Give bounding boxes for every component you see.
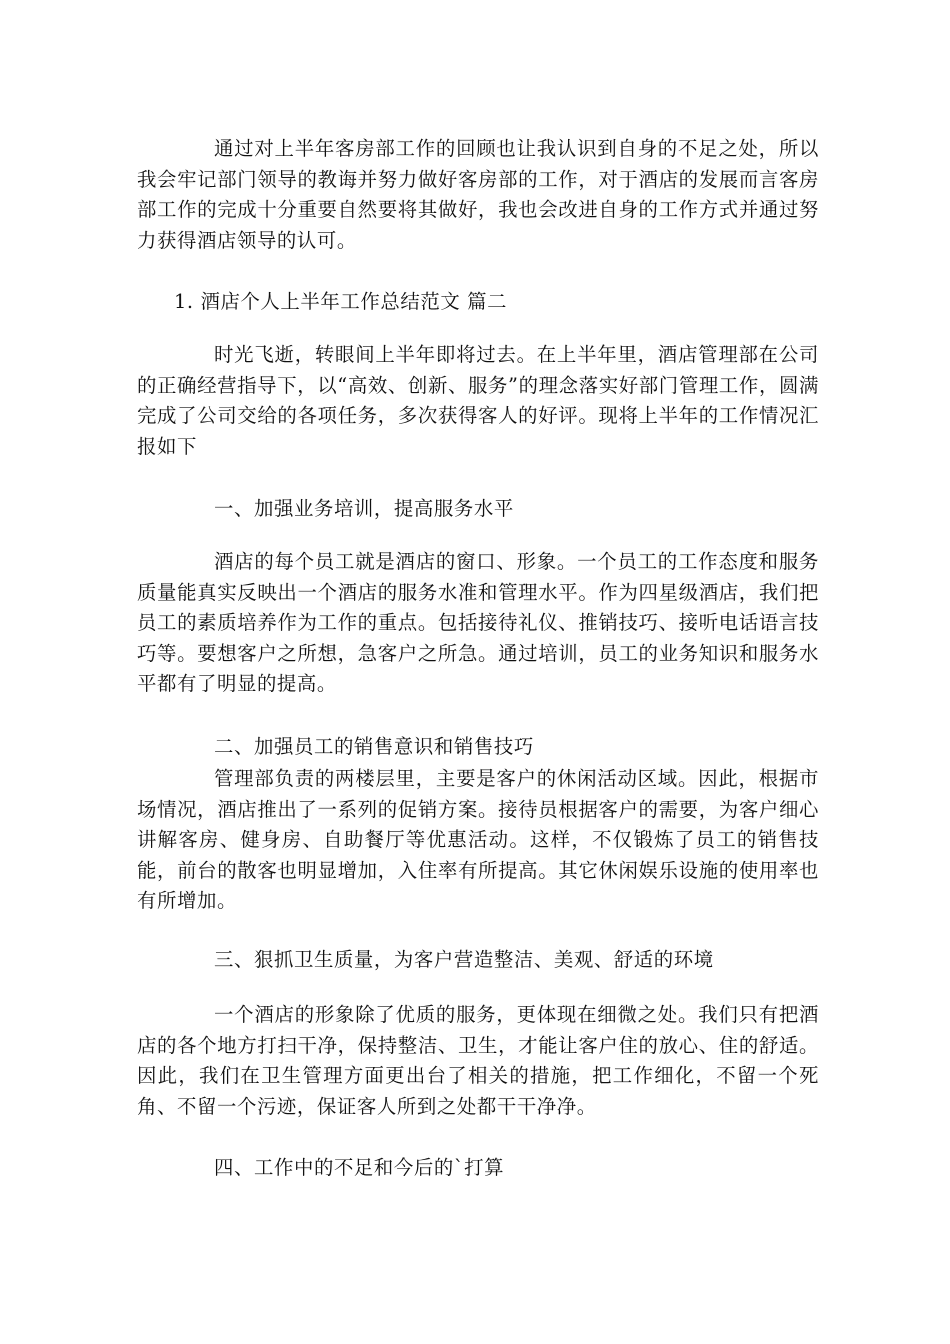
paragraph-review-conclusion: 通过对上半年客房部工作的回顾也让我认识到自身的不足之处，所以我会牢记部门领导的教诲并努力做好客房部的工作，对于酒店的发展而言客房部工作的完成十分重要自然要将其做好，我也会改进自身的工作方式并通过努力获得酒店领导的认可。	[137, 137, 819, 252]
heading-sales: 二、加强员工的销售意识和销售技巧	[214, 735, 534, 758]
paragraph-hygiene: 一个酒店的形象除了优质的服务，更体现在细微之处。我们只有把酒店的各个地方打扫干净，保持整洁、卫生，才能让客户住的放心、住的舒适。因此，我们在卫生管理方面更出台了相关的措施，把工作细化，不留一个死角、不留一个污迹，保证客人所到之处都干干净净。	[137, 1003, 819, 1118]
heading-training: 一、加强业务培训，提高服务水平	[214, 497, 514, 520]
section-title: 1. 酒店个人上半年工作总结范文 篇二	[174, 290, 508, 313]
heading-hygiene: 三、狠抓卫生质量，为客户营造整洁、美观、舒适的环境	[214, 948, 714, 971]
paragraph-intro: 时光飞逝，转眼间上半年即将过去。在上半年里，酒店管理部在公司的正确经营指导下，以“高效、创新、服务”的理念落实好部门管理工作，圆满完成了公司交给的各项任务，多次获得客人的好评。现将上半年的工作情况汇报如下	[137, 343, 819, 458]
heading-shortcomings: 四、工作中的不足和今后的`打算	[214, 1156, 505, 1179]
paragraph-sales: 管理部负责的两楼层里，主要是客户的休闲活动区域。因此，根据市场情况，酒店推出了一系列的促销方案。接待员根据客户的需要，为客户细心讲解客房、健身房、自助餐厅等优惠活动。这样，不仅锻炼了员工的销售技能，前台的散客也明显增加，入住率有所提高。其它休闲娱乐设施的使用率也有所增加。	[137, 767, 819, 912]
paragraph-training: 酒店的每个员工就是酒店的窗口、形象。一个员工的工作态度和服务质量能真实反映出一个酒店的服务水准和管理水平。作为四星级酒店，我们把员工的素质培养作为工作的重点。包括接待礼仪、推销技巧、接听电话语言技巧等。要想客户之所想，急客户之所急。通过培训，员工的业务知识和服务水平都有了明显的提高。	[137, 550, 819, 695]
